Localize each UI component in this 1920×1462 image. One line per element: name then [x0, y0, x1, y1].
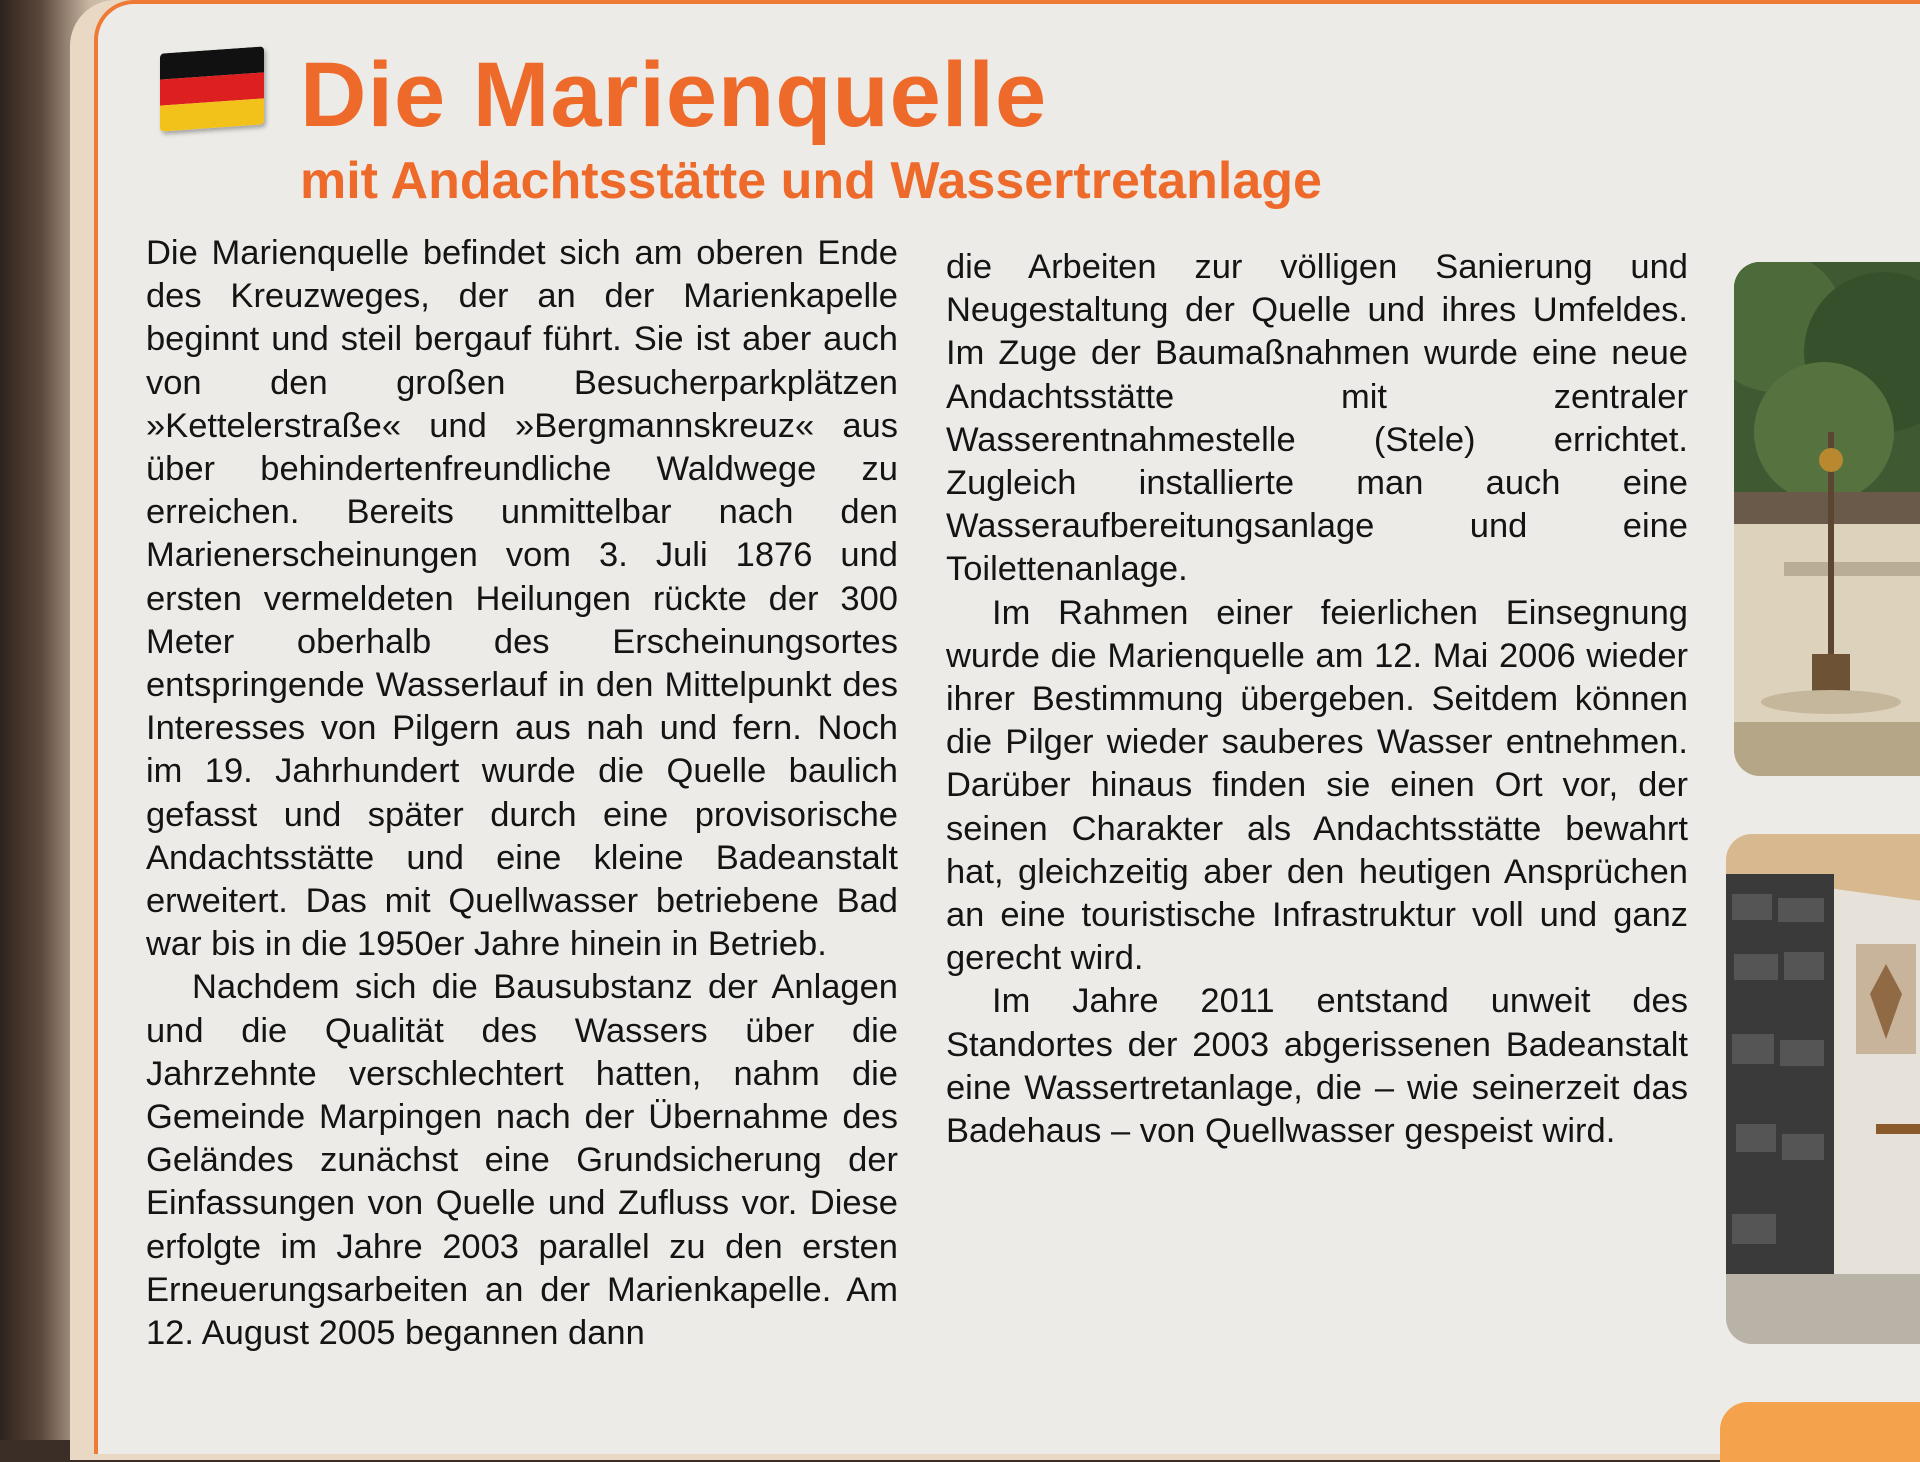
paragraph: Nachdem sich die Bausubstanz der Anlagen und die Qualität des Wassers über die Jahrzehnte verschlechtert hatten, nahm die Gemeinde Marpingen nach der Übernahme des Geländes zunächst eine Grundsicherung der Einfassungen von Quelle und Zufluss vor. Diese erfolgte im Jahre 2003 parallel zu den ersten Erneuerungsarbeiten an der Marienkapelle. Am 12. August 2005 begannen dann — [146, 968, 898, 1353]
paragraph: Im Rahmen einer feierlichen Einsegnung wurde die Marienquelle am 12. Mai 2006 wieder ihrer Bestimmung übergeben. Seitdem können die Pilger wieder sauberes Wasser entnehmen. Darüber hinaus finden sie einen Ort vor, der seinen Charakter als Andachtsstätte bewahrt hat, gleichzeitig aber den heutigen Ansprüchen an eine touristische Infrastruktur voll und ganz gerecht wird. — [946, 593, 1688, 978]
next-panel-tab — [1720, 1402, 1920, 1462]
text-column-right — [946, 246, 1688, 1153]
page-subtitle: mit Andachtsstätte und Wassertretanlage — [300, 152, 1322, 210]
paragraph: Die Marienquelle befindet sich am oberen Ende des Kreuzweges, der an der Marienkapelle beginnt und steil bergauf führt. Sie ist aber auch von den großen Besucherparkplätzen »Kettelerstraße« und »Bergmannskreuz« aus über behindertenfreundliche Waldwege zu erreichen. Bereits unmittelbar nach den Marienerscheinungen vom 3. Juli 1876 und ersten vermeldeten Heilungen rückte der 300 Meter oberhalb des Erscheinungsortes entspringende Wasserlauf in den Mittelpunkt des Interesses von Pilgern aus nah und fern. Noch im 19. Jahrhundert wurde die Quelle baulich gefasst und später durch eine provisorische Andachtsstätte und eine kleine Badeanstalt erweitert. Das mit Quellwasser betriebene Bad war bis in die 1950er Jahre hinein in Betrieb. — [146, 234, 898, 964]
paragraph: die Arbeiten zur völligen Sanierung und Neugestaltung der Quelle und ihres Umfeldes. Im Zuge der Baumaßnahmen wurde eine neue Andachtsstätte mit zentraler Wasserentnahmestelle (Stele) errichtet. Zugleich installierte man auch eine Wasseraufbereitungsanlage und eine Toilettenanlage. — [946, 248, 1688, 589]
german-flag-icon — [160, 46, 264, 131]
chapel-interior-photo — [1726, 834, 1920, 1344]
stele-photo — [1734, 262, 1920, 776]
page-title: Die Marienquelle — [300, 44, 1048, 146]
text-column-left — [146, 232, 898, 1355]
paragraph: Im Jahre 2011 entstand unweit des Standortes der 2003 abgerissenen Badeanstalt eine Wassertretanlage, die – wie seinerzeit das Badehaus – von Quellwasser gespeist wird. — [946, 982, 1688, 1151]
